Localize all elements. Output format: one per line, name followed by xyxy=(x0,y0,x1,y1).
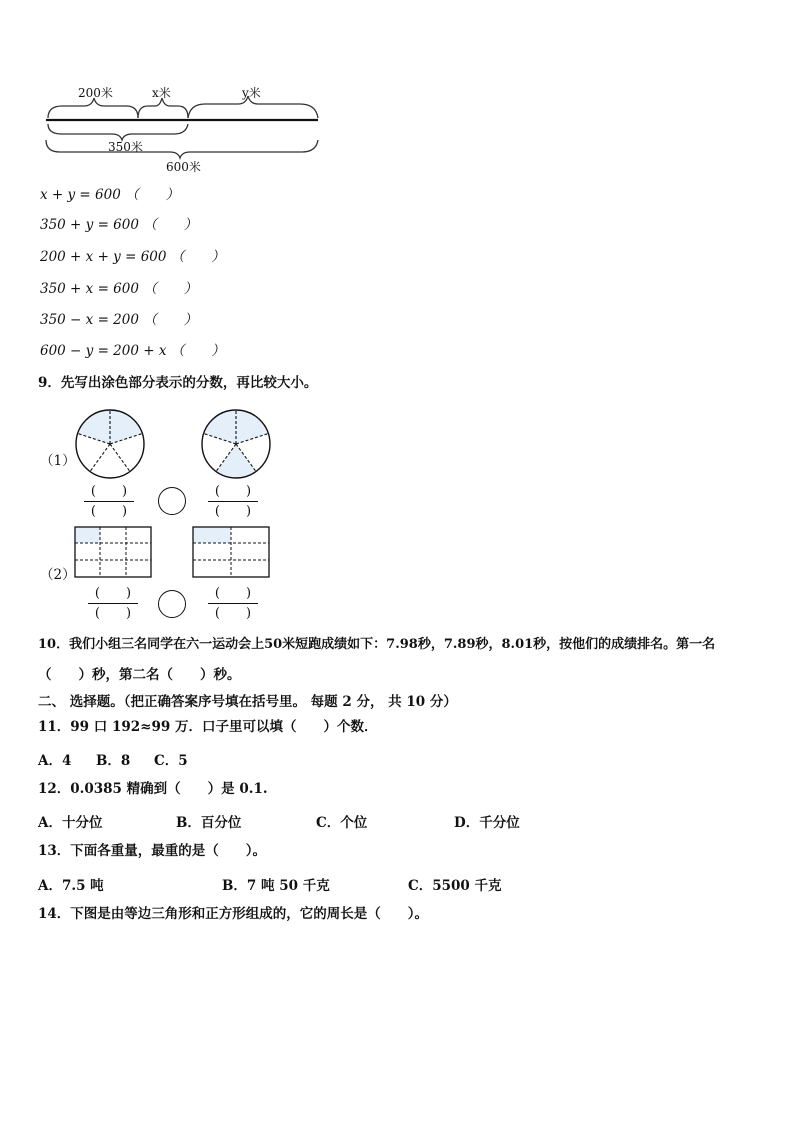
q10-line1: 10．我们小组三名同学在六一运动会上50米短跑成绩如下：7.98秒，7.89秒，8.01秒，按他们的成绩排名。第一名 xyxy=(38,637,716,652)
equation-1: x + y = 600 （ ） xyxy=(40,187,180,203)
fraction-blank-1a[interactable] xyxy=(84,484,134,520)
equation-3: 200 + x + y = 600 （ ） xyxy=(40,249,225,265)
numerator-paren[interactable]: ( ) xyxy=(214,484,252,499)
grid-rect-left xyxy=(74,526,152,578)
diagram-label-600: 600米 xyxy=(166,160,201,174)
q9-label-2: （2） xyxy=(40,567,76,583)
fraction-blank-2b[interactable] xyxy=(208,586,258,622)
q13-option-c[interactable]: C．5500 千克 xyxy=(408,878,502,894)
q9-label-1: （1） xyxy=(40,453,76,469)
q11-option-c[interactable]: C．5 xyxy=(154,753,188,769)
q11-option-b[interactable]: B．8 xyxy=(96,753,131,769)
q13-option-b[interactable]: B．7 吨 50 千克 xyxy=(222,878,330,894)
q12-option-a[interactable]: A．十分位 xyxy=(38,815,103,831)
q13-option-a[interactable]: A．7.5 吨 xyxy=(38,878,104,894)
diagram-label-y: y米 xyxy=(242,86,261,100)
q12-option-c[interactable]: C．个位 xyxy=(316,815,368,831)
equation-5: 350 − x = 200 （ ） xyxy=(40,312,198,328)
diagram-label-x: x米 xyxy=(152,86,171,100)
fraction-blank-2a[interactable] xyxy=(88,586,138,622)
section2-title: 二、 选择题。（把正确答案序号填在括号里。 每题 2 分， 共 10 分） xyxy=(38,694,457,710)
equation-4: 350 + x = 600 （ ） xyxy=(40,281,198,297)
q14-stem: 14．下图是由等边三角形和正方形组成的，它的周长是（ ）。 xyxy=(38,906,429,922)
fraction-bar xyxy=(208,501,258,502)
q9-title: 9．先写出涂色部分表示的分数，再比较大小。 xyxy=(38,375,318,391)
fraction-bar xyxy=(88,603,138,604)
q10-line2: （ ）秒，第二名（ ）秒。 xyxy=(38,667,241,683)
denominator-paren[interactable]: ( ) xyxy=(214,504,252,519)
equation-2: 350 + y = 600 （ ） xyxy=(40,217,198,233)
fraction-bar xyxy=(208,603,258,604)
fraction-blank-1b[interactable] xyxy=(208,484,258,520)
q12-option-b[interactable]: B．百分位 xyxy=(176,815,242,831)
equation-6: 600 − y = 200 + x （ ） xyxy=(40,343,225,359)
q12-stem: 12．0.0385 精确到（ ）是 0.1. xyxy=(38,781,268,797)
pie-circle-right xyxy=(198,406,274,482)
denominator-paren[interactable]: ( ) xyxy=(214,606,252,621)
denominator-paren[interactable]: ( ) xyxy=(90,504,128,519)
numerator-paren[interactable]: ( ) xyxy=(90,484,128,499)
diagram-label-350: 350米 xyxy=(108,140,143,154)
q11-stem: 11．99 口 192≈99 万．口子里可以填（ ）个数． xyxy=(38,719,378,735)
compare-circle-2[interactable] xyxy=(158,590,186,618)
numerator-paren[interactable]: ( ) xyxy=(94,586,132,601)
compare-circle-1[interactable] xyxy=(158,487,186,515)
q12-option-d[interactable]: D．千分位 xyxy=(454,815,520,831)
denominator-paren[interactable]: ( ) xyxy=(94,606,132,621)
fraction-bar xyxy=(84,501,134,502)
q13-stem: 13．下面各重量，最重的是（ ）。 xyxy=(38,843,267,859)
grid-rect-right xyxy=(192,526,270,578)
q11-option-a[interactable]: A．4 xyxy=(38,753,72,769)
diagram-label-200: 200米 xyxy=(78,86,113,100)
pie-circle-left xyxy=(72,406,148,482)
numerator-paren[interactable]: ( ) xyxy=(214,586,252,601)
